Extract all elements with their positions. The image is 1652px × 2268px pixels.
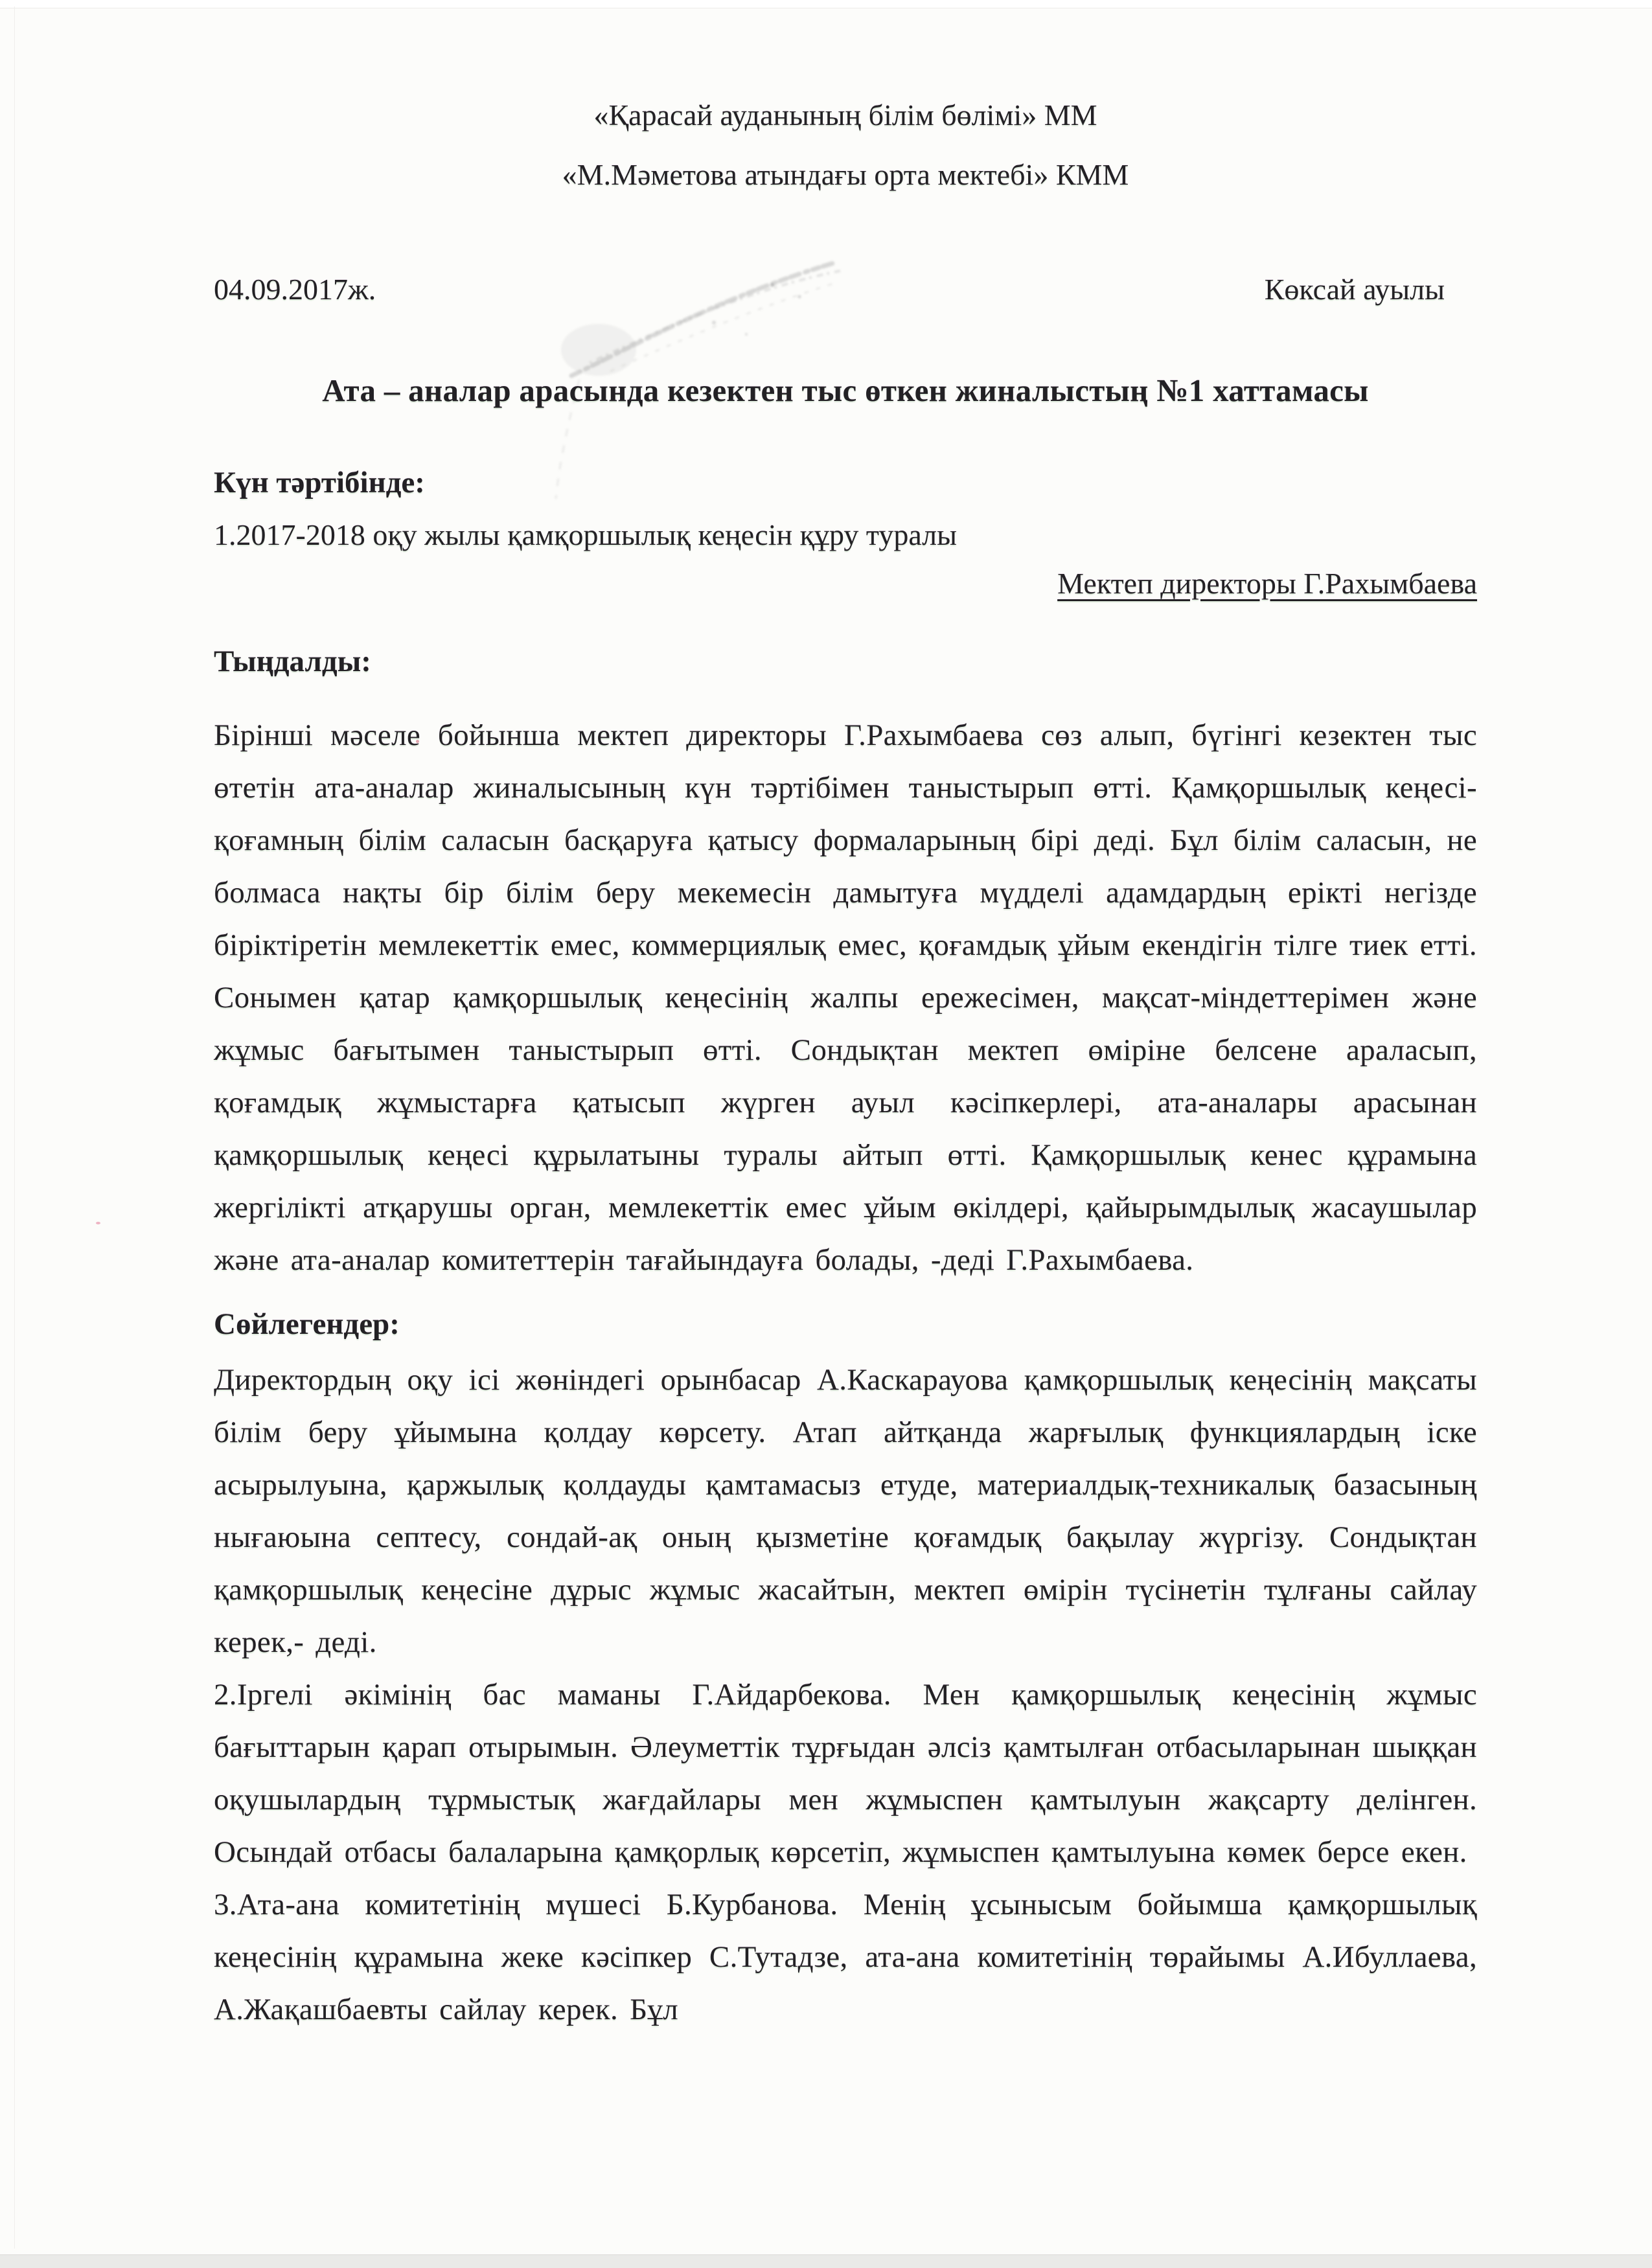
paper-edge-left: [14, 6, 15, 2249]
speaker-entry-1: Директордың оқу ісі жөніндегі орынбасар А.Каскарауова қамқоршылық кеңесінің мақсаты білім беру ұйымына қолдау көрсету. Атап айтқанда жарғылық функциялардың іске асырылуына, қаржылық қолдауды қамтамасыз етуде, материалдық-техникалық базасының нығаюына септесу, сондай-ақ оның қызметіне қоғамдық бақылау жүргізу. Сондықтан қамқоршылық кеңесіне дұрыс жұмыс жасайтын, мектеп өмірін түсінетін тұлғаны сайлау керек,- деді.: [214, 1363, 1477, 1659]
scan-speck: [96, 1222, 100, 1224]
speakers-heading: Сөйлегендер:: [214, 1307, 400, 1341]
speaker-entry-3: 3.Ата-ана комитетінің мүшесі Б.Курбанова. Менің ұсынысым бойымша қамқоршылық кеңесінің құрамына жеке кәсіпкер С.Тутадзе, ата-ана комитетінің төрайымы А.Ибуллаева, А.Жақашбаевты сайлау керек. Бұл: [214, 1888, 1477, 2026]
document-content: [214, 0, 1477, 2036]
agenda-presenter: Мектеп директоры Г.Рахымбаева: [1057, 567, 1477, 600]
agenda-heading: Күн тәртібінде:: [214, 466, 425, 499]
agenda-presenter-line: [214, 566, 1477, 602]
date-place-row: [214, 272, 1477, 307]
org-line-1: «Қарасай ауданының білім бөлімі» ММ: [593, 98, 1097, 132]
scanner-bed-strip: [0, 2254, 1652, 2268]
document-header: [214, 86, 1477, 205]
heard-paragraph: Бірінші мәселе бойынша мектеп директоры Г.Рахымбаева сөз алып, бүгінгі кезектен тыс өтетін ата-аналар жиналысының күн тәртібімен таныстырып өтті. Қамқоршылық кеңесі-қоғамның білім саласын басқаруға қатысу формаларының бірі деді. Бұл білім саласын, не болмаса нақты бір білім беру мекемесін дамытуға мүдделі адамдардың ерікті негізде біріктіретін мемлекеттік емес, коммерциялық емес, қоғамдық ұйым екендігін тілге тиек етті. Сонымен қатар қамқоршылық кеңесінің жалпы ережесімен, мақсат-міндеттерімен және жұмыс бағытымен таныстырып өтті. Сондықтан мектеп өміріне белсене араласып, қоғамдық жұмыстарға қатысып жүрген ауыл кәсіпкерлері, ата-аналары арасынан қамқоршылық кеңесі құрылатыны туралы айтып өтті. Қамқоршылық кенес құрамына жергілікті атқарушы орган, мемлекеттік емес ұйым өкілдері, қайырымдылық жасаушылар және ата-аналар комитеттерін тағайындауға болады, -деді Г.Рахымбаева.: [214, 718, 1477, 1277]
speaker-entry-2: 2.Іргелі әкімінің бас маманы Г.Айдарбекова. Мен қамқоршылық кеңесінің жұмыс бағыттарын қарап отырымын. Әлеуметтік тұрғыдан әлсіз қамтылған отбасыларынан шыққан оқушылардың тұрмыстық жағдайлары мен жұмыспен қамтылуын жақсарту делінген. Осындай отбасы балаларына қамқорлық көрсетіп, жұмыспен қамтылуына көмек берсе екен.: [214, 1678, 1477, 1869]
heard-heading: Тыңдалды:: [214, 645, 371, 678]
document-title: Ата – аналар арасында кезектен тыс өткен жиналыстың №1 хаттамасы: [322, 372, 1369, 408]
document-date: 04.09.2017ж.: [214, 273, 376, 306]
org-line-2: «М.Мәметова атындағы орта мектебі» КММ: [562, 158, 1129, 191]
document-place: Көксай ауылы: [1264, 273, 1445, 306]
agenda-item-1: 1.2017-2018 оқу жылы қамқоршылық кеңесін құру туралы: [214, 518, 958, 551]
